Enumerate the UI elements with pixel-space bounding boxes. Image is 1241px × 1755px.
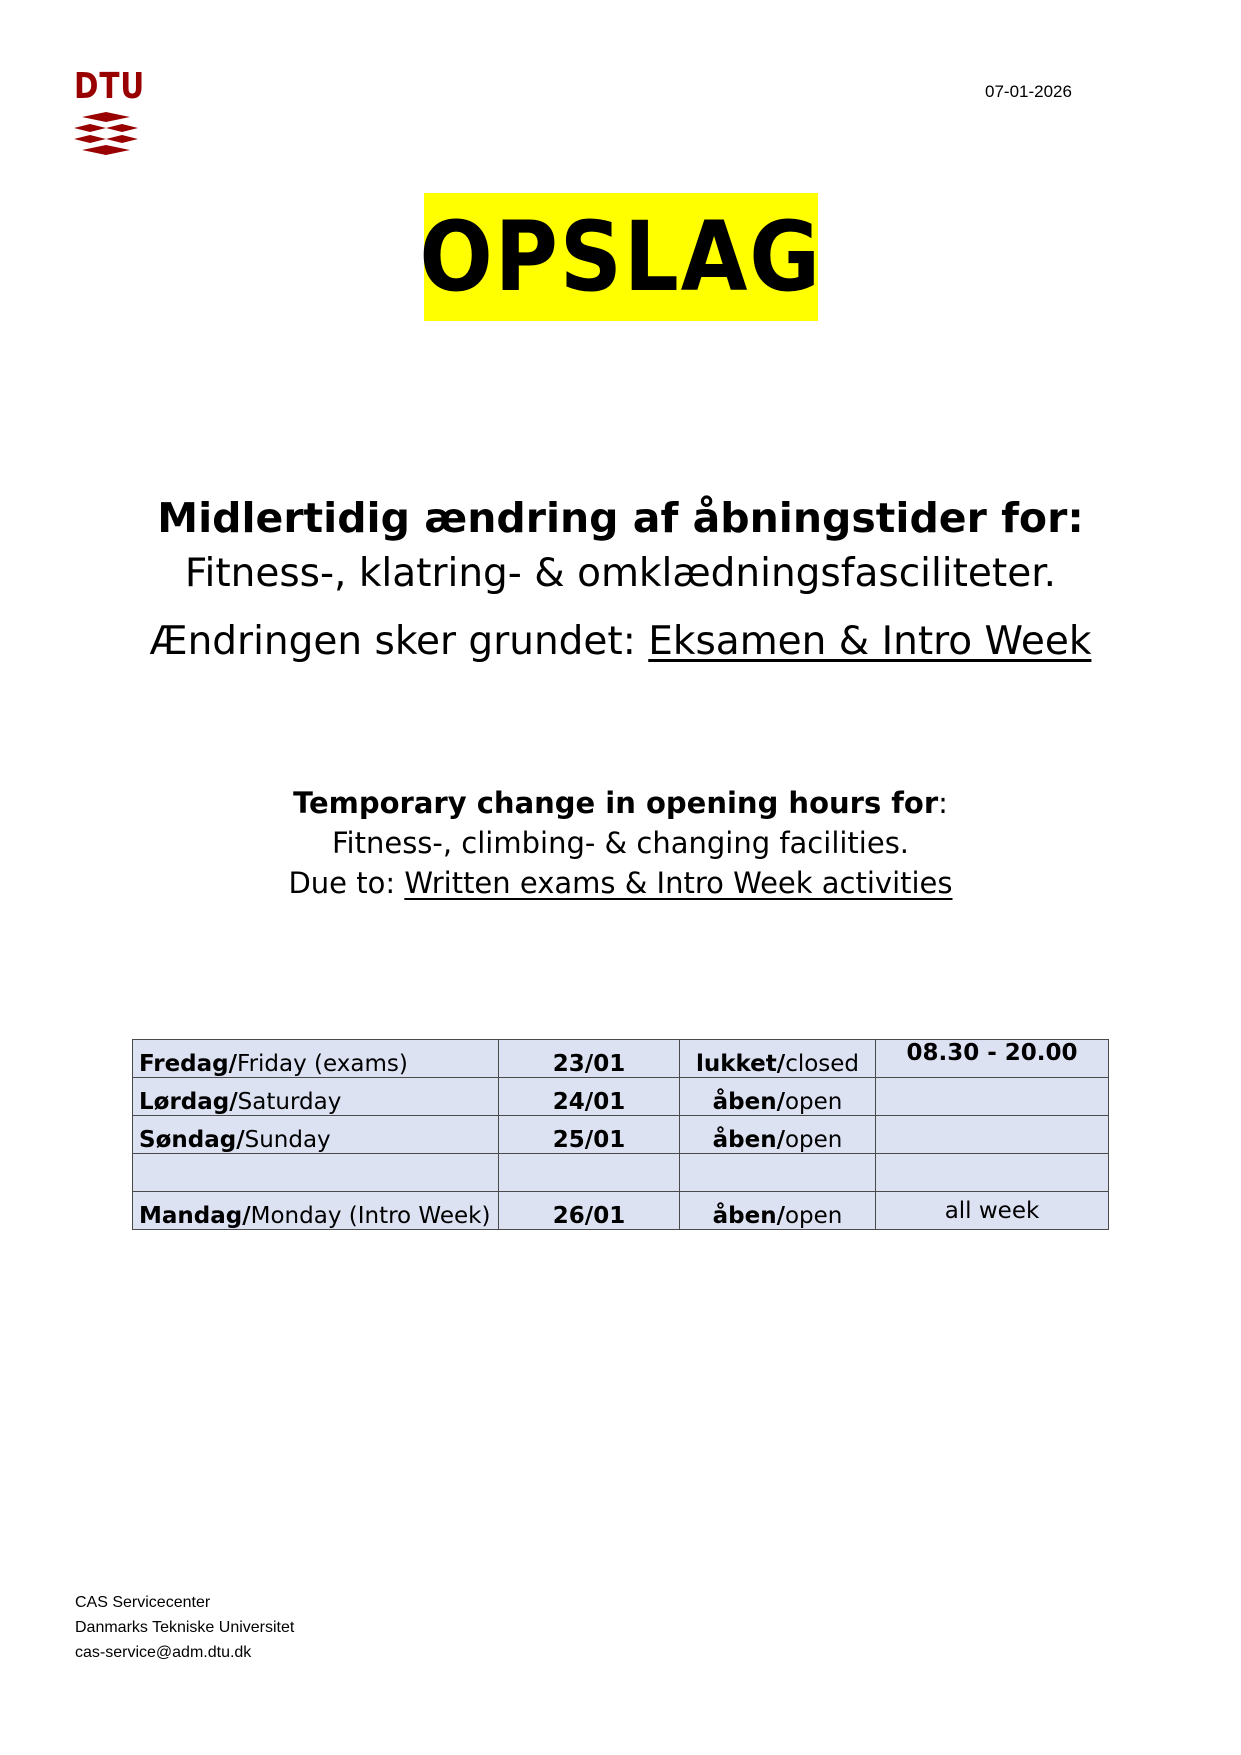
day-cell (133, 1154, 499, 1192)
footer-university: Danmarks Tekniske Universitet (75, 1619, 295, 1636)
english-reason-prefix: Due to: (288, 866, 405, 900)
dtu-logo-waves-icon (74, 112, 138, 156)
hours-cell (876, 1078, 1109, 1116)
status-danish: åben/ (712, 1127, 785, 1153)
day-english: Sunday (244, 1127, 331, 1153)
table-row (133, 1078, 1109, 1116)
day-cell (133, 1192, 499, 1230)
danish-facilities: Fitness-, klatring- & omklædningsfasciliteter. (184, 551, 1057, 596)
danish-reason: Eksamen & Intro Week (648, 619, 1092, 664)
document-date: 07-01-2026 (985, 82, 1072, 101)
date-cell: 24/01 (499, 1078, 680, 1116)
opening-hours-table (132, 1039, 1109, 1230)
footer-department: CAS Servicecenter (75, 1594, 211, 1611)
hours-cell (876, 1154, 1109, 1192)
status-cell (680, 1154, 876, 1192)
danish-heading: Midlertidig ændring af åbningstider for: (157, 494, 1084, 542)
status-cell (680, 1116, 876, 1154)
footer-email: cas-service@adm.dtu.dk (75, 1644, 252, 1661)
day-english: Monday (Intro Week) (250, 1203, 491, 1229)
date-cell: 26/01 (499, 1192, 680, 1230)
status-english: open (784, 1089, 843, 1115)
status-cell (680, 1078, 876, 1116)
day-danish: Fredag/ (139, 1051, 238, 1077)
date-cell (499, 1154, 680, 1192)
danish-reason-line (0, 614, 1241, 670)
day-danish: Lørdag/ (139, 1089, 238, 1115)
english-heading (0, 783, 1241, 823)
footer-contact (75, 1590, 294, 1665)
table-row (133, 1116, 1109, 1154)
english-reason: Written exams & Intro Week activities (404, 866, 953, 900)
day-danish: Mandag/ (139, 1203, 251, 1229)
status-english: open (784, 1203, 843, 1229)
english-facilities: Fitness-, climbing- & changing facilities. (331, 826, 910, 860)
title-highlight (419, 193, 823, 321)
date-cell: 23/01 (499, 1040, 680, 1078)
english-notice (0, 783, 1241, 903)
day-cell (133, 1116, 499, 1154)
day-english: Saturday (237, 1089, 342, 1115)
day-cell (133, 1078, 499, 1116)
hours-cell: 08.30 - 20.00 (876, 1040, 1109, 1078)
table-row (133, 1040, 1109, 1078)
status-cell (680, 1192, 876, 1230)
english-heading-suffix: : (938, 786, 948, 820)
page-title: OPSLAG (419, 201, 823, 313)
day-english: Friday (exams) (237, 1051, 408, 1077)
status-cell (680, 1040, 876, 1078)
danish-reason-prefix: Ændringen sker grundet: (149, 619, 649, 664)
status-english: open (784, 1127, 843, 1153)
hours-cell: all week (876, 1192, 1109, 1230)
status-danish: lukket/ (695, 1051, 786, 1077)
status-danish: åben/ (712, 1203, 785, 1229)
table-row (133, 1154, 1109, 1192)
status-english: closed (785, 1051, 860, 1077)
status-danish: åben/ (712, 1089, 785, 1115)
english-heading-bold: Temporary change in opening hours for (293, 786, 939, 820)
english-reason-line (0, 863, 1241, 903)
hours-cell (876, 1116, 1109, 1154)
date-cell: 25/01 (499, 1116, 680, 1154)
day-cell (133, 1040, 499, 1078)
danish-notice (0, 490, 1241, 670)
day-danish: Søndag/ (139, 1127, 245, 1153)
dtu-logo (74, 66, 146, 156)
table-row (133, 1192, 1109, 1230)
logo-text: DTU (74, 66, 146, 107)
